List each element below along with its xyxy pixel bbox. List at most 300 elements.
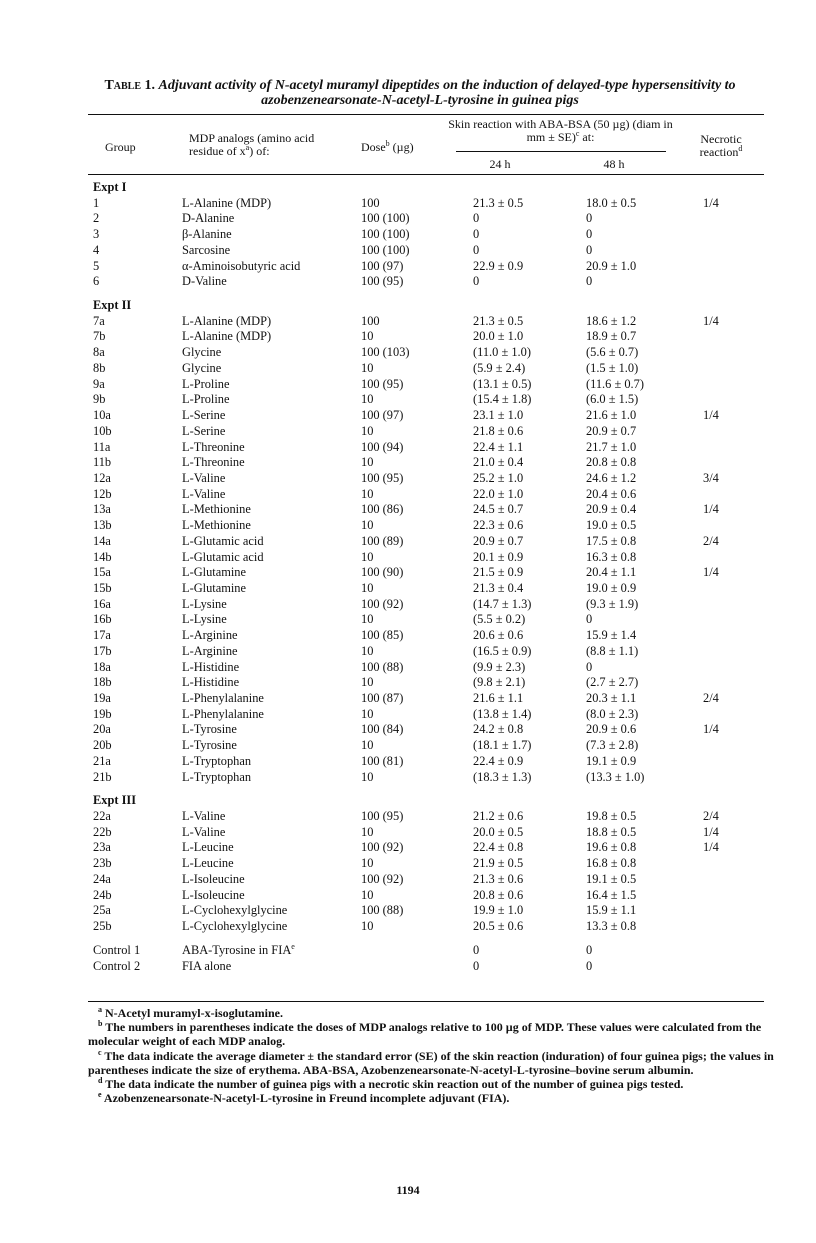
cell-group: 8b — [93, 360, 106, 375]
cell-analog-text: L-Cyclohexylglycine — [182, 903, 288, 918]
cell-analog-text: L-Histidine — [182, 675, 240, 690]
cell-analog-text: L-Cyclohexylglycine — [182, 919, 288, 934]
cell-analog-text: L-Leucine — [182, 840, 234, 855]
cell-analog — [182, 809, 225, 825]
cell-group: 3 — [93, 227, 100, 242]
cell-24h: 0 — [473, 942, 480, 957]
table-row — [0, 314, 816, 330]
skin-subrule — [456, 151, 666, 152]
cell-dose: 100 (97) — [361, 258, 404, 273]
cell-24h: (14.7 ± 1.3) — [473, 596, 532, 611]
footnote-text: The data indicate the number of guinea pigs with a necrotic skin reaction out of the number of guinea pigs tested. — [105, 1077, 684, 1092]
cell-dose: 100 (85) — [361, 628, 404, 643]
cell-24h: 20.0 ± 0.5 — [473, 824, 524, 839]
cell-dose: 100 (86) — [361, 502, 404, 517]
section-gap — [0, 785, 816, 793]
cell-24h: 0 — [473, 227, 480, 242]
cell-24h: 0 — [473, 274, 480, 289]
cell-dose: 100 (95) — [361, 470, 404, 485]
cell-analog — [182, 314, 271, 330]
cell-group: 19a — [93, 691, 111, 705]
cell-group: 22b — [93, 824, 112, 839]
table-row — [0, 722, 816, 738]
cell-group: 13b — [93, 518, 112, 533]
cell-48h: 15.9 ± 1.1 — [586, 903, 637, 918]
table-row — [0, 440, 816, 456]
cell-24h: 22.4 ± 1.1 — [473, 439, 524, 454]
table-row — [0, 840, 816, 856]
cell-48h: 21.6 ± 1.0 — [586, 408, 637, 423]
cell-48h: 18.6 ± 1.2 — [586, 313, 637, 328]
cell-analog-sup: e — [291, 941, 295, 951]
cell-necrotic: 1/4 — [703, 824, 719, 839]
cell-analog-text: Sarcosine — [182, 242, 231, 257]
cell-48h: 19.8 ± 0.5 — [586, 809, 637, 824]
cell-analog — [182, 274, 227, 290]
cell-dose: 100 (89) — [361, 533, 404, 548]
cell-dose: 100 — [361, 313, 380, 328]
header-analog: MDP analogs (amino acid residue of $x^a$) of: — [189, 131, 315, 158]
cell-48h: (2.7 ± 2.7) — [586, 675, 639, 690]
cell-analog-text: L-Histidine — [182, 659, 240, 674]
table-row — [0, 581, 816, 597]
cell-group: Control 1 — [93, 942, 141, 957]
cell-48h: 16.3 ± 0.8 — [586, 549, 637, 564]
cell-48h: 16.8 ± 0.8 — [586, 856, 637, 871]
cell-analog-text: L-Proline — [182, 392, 230, 407]
cell-24h: 20.9 ± 0.7 — [473, 533, 524, 548]
cell-group: 21a — [93, 753, 111, 768]
cell-24h: (18.3 ± 1.3) — [473, 769, 532, 784]
cell-48h: (6.0 ± 1.5) — [586, 392, 639, 407]
header-dose: Dose$^b$ (µg) — [361, 139, 414, 154]
cell-48h: 0 — [586, 242, 593, 257]
cell-dose: 10 — [361, 643, 374, 658]
cell-analog-text: L-Glutamic acid — [182, 549, 264, 564]
section-label: Expt III — [93, 793, 137, 808]
cell-24h: 21.3 ± 0.4 — [473, 580, 524, 595]
cell-48h: (13.3 ± 1.0) — [586, 769, 645, 784]
cell-analog — [182, 408, 225, 424]
cell-dose: 10 — [361, 887, 374, 902]
cell-analog-text: L-Lysine — [182, 596, 227, 611]
cell-48h: 0 — [586, 659, 593, 674]
table-row — [0, 628, 816, 644]
cell-analog-text: L-Valine — [182, 824, 226, 839]
cell-analog-text: L-Threonine — [182, 455, 245, 470]
cell-group: 16a — [93, 596, 111, 611]
section-gap — [0, 290, 816, 298]
section-gap — [0, 935, 816, 943]
cell-24h: 21.0 ± 0.4 — [473, 455, 524, 470]
table-body — [0, 180, 816, 974]
cell-24h: 21.3 ± 0.5 — [473, 313, 524, 328]
table-row — [0, 455, 816, 471]
cell-analog-text: Glycine — [182, 360, 222, 375]
cell-24h: 21.8 ± 0.6 — [473, 423, 524, 438]
cell-group: 8a — [93, 345, 105, 360]
cell-analog — [182, 243, 230, 259]
cell-necrotic: 1/4 — [703, 195, 719, 210]
cell-24h: (13.1 ± 0.5) — [473, 376, 532, 391]
cell-24h: 25.2 ± 1.0 — [473, 470, 524, 485]
cell-48h: 20.9 ± 0.4 — [586, 502, 637, 517]
table-row — [0, 919, 816, 935]
cell-analog — [182, 534, 264, 550]
cell-group: 22a — [93, 809, 111, 824]
header-necrotic: Necrotic reaction$^d$ — [699, 132, 743, 159]
cell-48h: 20.9 ± 0.7 — [586, 423, 637, 438]
cell-analog — [182, 329, 271, 345]
cell-dose: 100 (84) — [361, 722, 404, 737]
cell-dose: 10 — [361, 706, 374, 721]
cell-48h: 0 — [586, 274, 593, 289]
top-rule — [88, 114, 764, 115]
table-row — [0, 377, 816, 393]
cell-dose: 100 (95) — [361, 376, 404, 391]
cell-analog — [182, 675, 239, 691]
cell-24h: (16.5 ± 0.9) — [473, 643, 532, 658]
cell-48h: 0 — [586, 227, 593, 242]
cell-dose: 100 (90) — [361, 565, 404, 580]
cell-group: 13a — [93, 502, 111, 517]
cell-group: 12b — [93, 486, 112, 501]
cell-48h: (1.5 ± 1.0) — [586, 360, 639, 375]
cell-analog-text: L-Alanine (MDP) — [182, 313, 272, 328]
cell-analog — [182, 872, 245, 888]
cell-analog-text: L-Methionine — [182, 502, 251, 517]
cell-analog-text: L-Tyrosine — [182, 722, 237, 737]
cell-48h: 24.6 ± 1.2 — [586, 470, 637, 485]
cell-group: 18b — [93, 675, 112, 690]
cell-analog — [182, 518, 251, 534]
table-row — [0, 770, 816, 786]
cell-group: 12a — [93, 470, 111, 485]
cell-analog — [182, 424, 225, 440]
section-label-row — [0, 180, 816, 196]
cell-necrotic: 2/4 — [703, 691, 719, 705]
cell-analog-text: D-Alanine — [182, 211, 235, 226]
cell-48h: 18.0 ± 0.5 — [586, 195, 637, 210]
cell-dose: 100 (87) — [361, 691, 404, 705]
cell-group: 17b — [93, 643, 112, 658]
cell-24h: 21.5 ± 0.9 — [473, 565, 524, 580]
table-row — [0, 612, 816, 628]
cell-group: 20a — [93, 722, 111, 737]
cell-dose: 100 (100) — [361, 227, 410, 242]
cell-analog — [182, 959, 231, 975]
cell-analog — [182, 227, 232, 243]
table-row — [0, 329, 816, 345]
cell-analog — [182, 903, 287, 919]
cell-group: Control 2 — [93, 958, 141, 973]
cell-48h: (5.6 ± 0.7) — [586, 345, 639, 360]
cell-48h: 20.4 ± 1.1 — [586, 565, 637, 580]
table-row — [0, 959, 816, 975]
table-row — [0, 471, 816, 487]
cell-necrotic: 1/4 — [703, 502, 719, 517]
cell-analog — [182, 628, 238, 644]
cell-24h: 20.6 ± 0.6 — [473, 628, 524, 643]
cell-group: 14a — [93, 533, 111, 548]
cell-group: 25a — [93, 903, 111, 918]
cell-24h: 21.9 ± 0.5 — [473, 856, 524, 871]
table-row — [0, 408, 816, 424]
cell-group: 7b — [93, 329, 106, 344]
table-row — [0, 888, 816, 904]
cell-24h: 21.2 ± 0.6 — [473, 809, 524, 824]
cell-analog-text: L-Tyrosine — [182, 738, 237, 753]
cell-group: 21b — [93, 769, 112, 784]
table-row — [0, 274, 816, 290]
cell-analog-text: L-Alanine (MDP) — [182, 195, 272, 210]
cell-dose: 100 (88) — [361, 659, 404, 674]
cell-analog — [182, 597, 227, 613]
cell-group: 7a — [93, 313, 105, 328]
table-row — [0, 660, 816, 676]
cell-group: 14b — [93, 549, 112, 564]
cell-analog — [182, 840, 234, 856]
table-row — [0, 943, 816, 959]
table-caption: Adjuvant activity of N-acetyl muramyl dipeptides on the induction of delayed-type hypersensitivity to azobenzenearsonate-N-acetyl-L-tyrosine in guinea pigs — [158, 78, 736, 108]
cell-24h: 0 — [473, 958, 480, 973]
cell-analog-text: L-Methionine — [182, 518, 251, 533]
cell-24h: (5.9 ± 2.4) — [473, 360, 526, 375]
cell-analog — [182, 550, 264, 566]
cell-group: 2 — [93, 211, 100, 226]
table-row — [0, 550, 816, 566]
cell-group: 10a — [93, 408, 111, 423]
table-row — [0, 856, 816, 872]
cell-analog-text: L-Phenylalanine — [182, 706, 264, 721]
cell-analog-text: L-Alanine (MDP) — [182, 329, 272, 344]
cell-analog — [182, 196, 271, 212]
cell-analog — [182, 345, 221, 361]
cell-analog — [182, 707, 264, 723]
table-row — [0, 675, 816, 691]
cell-dose: 10 — [361, 518, 374, 533]
cell-analog-text: L-Glutamine — [182, 565, 246, 580]
cell-analog — [182, 502, 251, 518]
table-row — [0, 392, 816, 408]
cell-analog — [182, 211, 234, 227]
cell-dose: 100 (92) — [361, 871, 404, 886]
cell-necrotic: 1/4 — [703, 722, 719, 737]
cell-48h: 0 — [586, 211, 593, 226]
table-row — [0, 565, 816, 581]
table-row — [0, 196, 816, 212]
cell-24h: (9.9 ± 2.3) — [473, 659, 526, 674]
cell-analog — [182, 722, 237, 738]
cell-analog-text: D-Valine — [182, 274, 227, 289]
footnote — [88, 1006, 778, 1020]
footnote-text: Azobenzenearsonate-N-acetyl-L-tyrosine in Freund incomplete adjuvant (FIA). — [103, 1091, 510, 1106]
cell-48h: (11.6 ± 0.7) — [586, 376, 644, 391]
cell-analog — [182, 825, 225, 841]
cell-24h: 22.9 ± 0.9 — [473, 258, 524, 273]
cell-analog — [182, 888, 245, 904]
header-24h: 24 h — [489, 157, 511, 171]
cell-group: 17a — [93, 628, 111, 643]
cell-dose: 10 — [361, 769, 374, 784]
cell-analog — [182, 471, 225, 487]
cell-group: 15a — [93, 565, 111, 580]
table-row — [0, 211, 816, 227]
cell-analog-text: L-Proline — [182, 376, 230, 391]
cell-dose: 100 (95) — [361, 809, 404, 824]
cell-analog-text: L-Tryptophan — [182, 769, 252, 784]
table-row — [0, 597, 816, 613]
cell-24h: 20.5 ± 0.6 — [473, 919, 524, 934]
cell-dose: 10 — [361, 580, 374, 595]
cell-analog — [182, 770, 251, 786]
header-48h: 48 h — [603, 157, 625, 171]
cell-48h: (8.8 ± 1.1) — [586, 643, 639, 658]
cell-48h: 19.6 ± 0.8 — [586, 840, 637, 855]
cell-24h: 22.3 ± 0.6 — [473, 518, 524, 533]
footnote-mark: a — [98, 1005, 102, 1014]
cell-dose: 100 (100) — [361, 211, 410, 226]
cell-dose: 100 (92) — [361, 596, 404, 611]
cell-group: 20b — [93, 738, 112, 753]
section-label-row — [0, 298, 816, 314]
table-row — [0, 345, 816, 361]
cell-24h: (11.0 ± 1.0) — [473, 345, 531, 360]
section-label: Expt II — [93, 298, 132, 313]
cell-analog-text: L-Valine — [182, 809, 226, 824]
cell-analog — [182, 644, 238, 660]
cell-analog — [182, 738, 237, 754]
footnote-mark: c — [98, 1047, 102, 1057]
cell-necrotic: 3/4 — [703, 470, 719, 485]
cell-group: 15b — [93, 580, 112, 595]
footnote-mark: d — [98, 1076, 103, 1086]
cell-analog-text: L-Arginine — [182, 628, 238, 643]
cell-analog — [182, 259, 300, 275]
cell-dose: 10 — [361, 612, 374, 627]
table-row — [0, 424, 816, 440]
table-row — [0, 872, 816, 888]
cell-analog-text: L-Phenylalanine — [182, 691, 264, 705]
cell-analog-text: β-Alanine — [182, 227, 232, 242]
cell-24h: 20.8 ± 0.6 — [473, 887, 524, 902]
cell-48h: 13.3 ± 0.8 — [586, 919, 637, 934]
cell-24h: 24.5 ± 0.7 — [473, 502, 524, 517]
cell-analog-text: Glycine — [182, 345, 222, 360]
cell-dose: 100 (97) — [361, 408, 404, 423]
cell-analog-text: L-Arginine — [182, 643, 238, 658]
footnote — [88, 1020, 778, 1048]
table-row — [0, 738, 816, 754]
cell-dose: 100 (95) — [361, 274, 404, 289]
footnote — [88, 1091, 778, 1105]
cell-24h: 20.0 ± 1.0 — [473, 329, 524, 344]
cell-24h: 21.6 ± 1.1 — [473, 691, 524, 705]
cell-group: 4 — [93, 242, 100, 257]
cell-48h: 15.9 ± 1.4 — [586, 628, 637, 643]
table-row — [0, 809, 816, 825]
cell-24h: (15.4 ± 1.8) — [473, 392, 532, 407]
cell-48h: 19.0 ± 0.9 — [586, 580, 637, 595]
cell-analog-text: L-Leucine — [182, 856, 234, 871]
cell-dose: 100 (88) — [361, 903, 404, 918]
footnote-mark: e — [98, 1090, 102, 1100]
cell-dose: 10 — [361, 360, 374, 375]
cell-analog-text: L-Isoleucine — [182, 871, 245, 886]
cell-48h: 20.8 ± 0.8 — [586, 455, 637, 470]
cell-dose: 10 — [361, 824, 374, 839]
footnote — [88, 1077, 778, 1091]
cell-24h: (5.5 ± 0.2) — [473, 612, 526, 627]
cell-dose: 100 (92) — [361, 840, 404, 855]
footnote — [88, 1049, 778, 1077]
cell-dose: 10 — [361, 549, 374, 564]
table-row — [0, 825, 816, 841]
cell-group: 10b — [93, 423, 112, 438]
cell-48h: 20.9 ± 0.6 — [586, 722, 637, 737]
cell-dose: 10 — [361, 919, 374, 934]
cell-dose: 100 (103) — [361, 345, 410, 360]
cell-24h: (13.8 ± 1.4) — [473, 706, 532, 721]
cell-48h: 19.0 ± 0.5 — [586, 518, 637, 533]
cell-48h: 20.9 ± 1.0 — [586, 258, 637, 273]
cell-group: 23b — [93, 856, 112, 871]
cell-group: 23a — [93, 840, 111, 855]
cell-group: 5 — [93, 258, 100, 273]
cell-48h: 19.1 ± 0.9 — [586, 753, 637, 768]
cell-24h: 24.2 ± 0.8 — [473, 722, 524, 737]
cell-24h: 19.9 ± 1.0 — [473, 903, 524, 918]
cell-24h: 21.3 ± 0.6 — [473, 871, 524, 886]
cell-necrotic: 1/4 — [703, 840, 719, 855]
cell-48h: 0 — [586, 942, 593, 957]
cell-dose: 10 — [361, 486, 374, 501]
section-label: Expt I — [93, 180, 127, 194]
cell-analog — [182, 361, 221, 377]
table-row — [0, 691, 816, 707]
cell-analog — [182, 660, 239, 676]
cell-24h: 22.0 ± 1.0 — [473, 486, 524, 501]
cell-group: 11a — [93, 439, 111, 454]
cell-24h: 20.1 ± 0.9 — [473, 549, 524, 564]
cell-48h: 21.7 ± 1.0 — [586, 439, 637, 454]
cell-48h: 0 — [586, 958, 593, 973]
cell-group: 24b — [93, 887, 112, 902]
table-row — [0, 518, 816, 534]
cell-48h: (7.3 ± 2.8) — [586, 738, 639, 753]
cell-analog — [182, 943, 295, 959]
cell-analog — [182, 612, 227, 628]
cell-48h: (8.0 ± 2.3) — [586, 706, 639, 721]
cell-dose: 100 (94) — [361, 439, 404, 454]
cell-group: 1 — [93, 195, 100, 210]
cell-analog — [182, 919, 287, 935]
cell-group: 19b — [93, 706, 112, 721]
cell-analog — [182, 440, 245, 456]
cell-48h: 19.1 ± 0.5 — [586, 871, 637, 886]
cell-group: 9b — [93, 392, 106, 407]
cell-analog — [182, 565, 246, 581]
cell-dose: 10 — [361, 738, 374, 753]
cell-24h: 21.3 ± 0.5 — [473, 195, 524, 210]
cell-48h: 18.9 ± 0.7 — [586, 329, 637, 344]
footnote-text: The numbers in parentheses indicate the doses of MDP analogs relative to 100 µg of MDP. These values were calculated from the molecular weight of each MDP analog. — [88, 1020, 762, 1049]
cell-analog — [182, 754, 251, 770]
cell-group: 18a — [93, 659, 111, 674]
cell-24h: 0 — [473, 242, 480, 257]
cell-analog — [182, 377, 230, 393]
cell-analog-text: L-Serine — [182, 408, 226, 423]
